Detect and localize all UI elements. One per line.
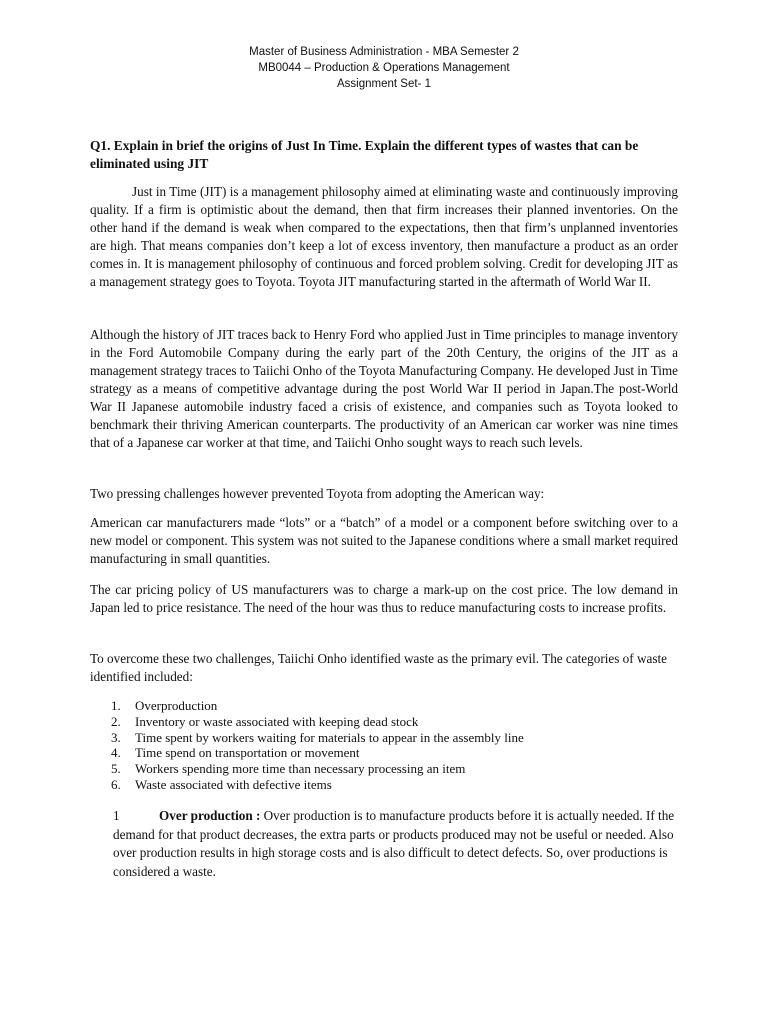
paragraph-waste-intro: To overcome these two challenges, Taiichi Onho identified waste as the primary evil. The categories of waste identified included: — [90, 651, 667, 684]
list-item: 1. Overproduction — [111, 698, 218, 713]
detail-term: Over production : — [159, 808, 261, 823]
paragraph-jit-history: Although the history of JIT traces back to Henry Ford who applied Just in Time principles to manage inventory in the Ford Automobile Company during the early part of the 20th Century, the origins of the JIT as a management strategy traces to Taiichi Onho of the Toyota Manufacturing Company. He developed Just in Time strategy as a means of competitive advantage during the post World War II period in Japan.The post-World War II Japanese automobile industry faced a crisis of existence, and companies such as Toyota looked to benchmark their thriving American counterparts. The productivity of an American car worker was nine times that of a Japanese car worker at that time, and Taiichi Onho sought ways to reach such levels. — [90, 327, 678, 450]
waste-list — [111, 698, 671, 793]
list-item: 5. Workers spending more time than necessary processing an item — [111, 761, 466, 777]
question-title: Q1. Explain in brief the origins of Just In Time. Explain the different types of wastes that can be eliminated using JIT — [90, 138, 639, 171]
paragraph-batch: American car manufacturers made “lots” or a “batch” of a model or a component before switching over to a new model or component. This system was not suited to the Japanese conditions where a small market required manufacturing in small quantities. — [90, 515, 678, 566]
list-item: 6. Waste associated with defective items — [111, 776, 332, 792]
paragraph-pricing: The car pricing policy of US manufacturers was to charge a mark-up on the cost price. The low demand in Japan led to price resistance. The need of the hour was thus to reduce manufacturing costs to increase profits. — [90, 582, 678, 615]
header-program: Master of Business Administration - MBA Semester 2 — [249, 46, 519, 58]
header-assignment: Assignment Set- 1 — [337, 78, 431, 90]
detail-number: 1 — [113, 808, 120, 823]
paragraph-jit-intro: Just in Time (JIT) is a management philosophy aimed at eliminating waste and continuously improving quality. If a firm is optimistic about the demand, then that firm increases their planned inventories. On the other hand if the demand is weak when compared to the expectations, then that firm’s unplanned inventories are high. That means companies don’t keep a lot of excess inventory, then manufacture a product as an order comes in. It is management philosophy of continuous and forced problem solving. Credit for developing JIT as a management strategy goes to Toyota. Toyota JIT manufacturing started in the aftermath of World War II. — [90, 184, 678, 289]
list-item: 2. Inventory or waste associated with keeping dead stock — [111, 713, 419, 729]
document-header — [0, 44, 768, 92]
list-item: 4. Time spend on transportation or movement — [111, 745, 360, 761]
overproduction-detail — [113, 807, 683, 881]
paragraph-challenges: Two pressing challenges however prevented Toyota from adopting the American way: — [90, 486, 545, 501]
detail-text: Over production is to manufacture products before it is actually needed. If the demand for that product decreases, the extra parts or products produced may not be useful or needed. Also over production results in high storage costs and is also difficult to detect defects. So, over productions is considered a waste. — [113, 808, 675, 879]
header-course: MB0044 – Production & Operations Management — [258, 62, 510, 74]
list-item: 3. Time spent by workers waiting for materials to appear in the assembly line — [111, 729, 524, 745]
